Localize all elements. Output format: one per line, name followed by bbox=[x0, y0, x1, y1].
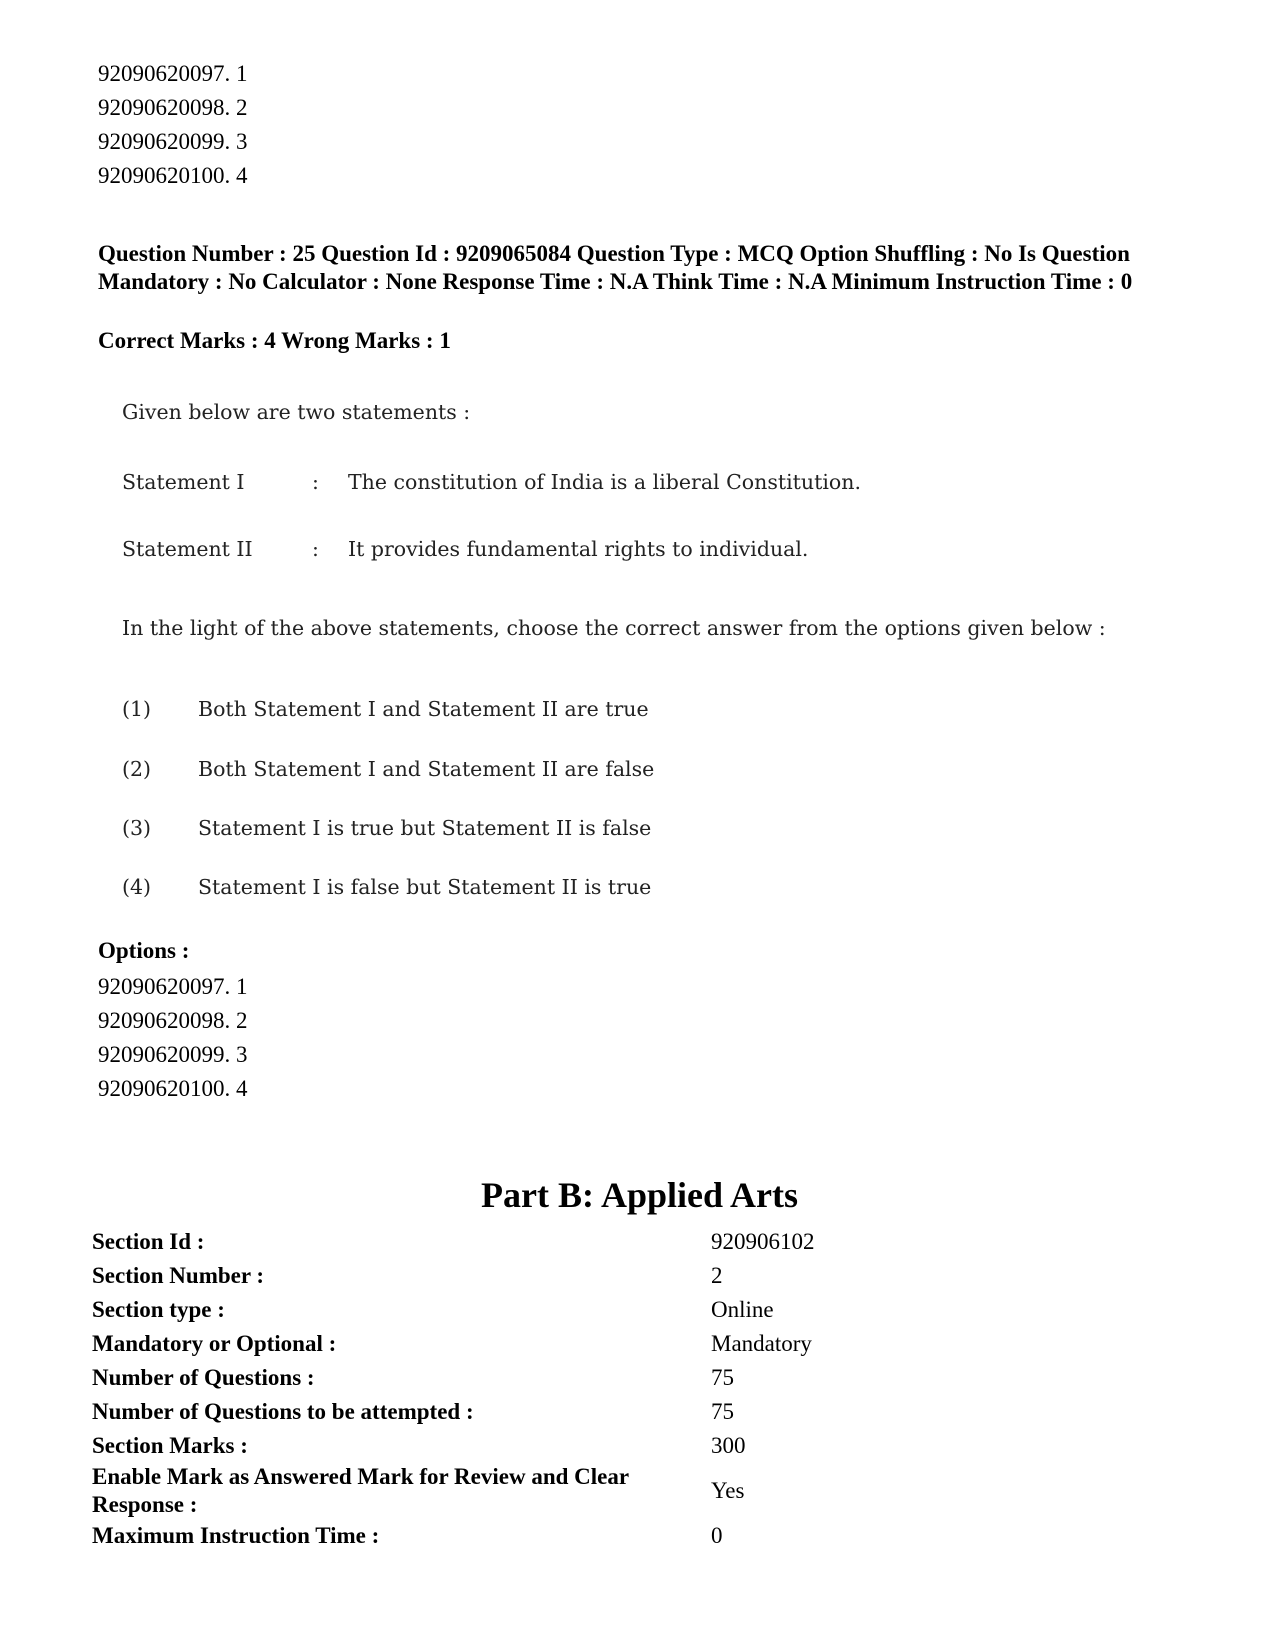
option-line: 92090620100. 4 bbox=[98, 163, 248, 188]
statement-2-label: Statement II bbox=[122, 537, 253, 561]
section-key: Section type : bbox=[92, 1297, 225, 1322]
section-key: Number of Questions : bbox=[92, 1365, 315, 1390]
section-value: 75 bbox=[711, 1365, 734, 1390]
table-row bbox=[92, 1463, 911, 1519]
option-line: 92090620099. 3 bbox=[98, 1042, 248, 1067]
table-row bbox=[92, 1519, 911, 1553]
option-line: 92090620098. 2 bbox=[98, 95, 248, 120]
choice-number: (1) bbox=[122, 697, 152, 721]
section-key: Enable Mark as Answered Mark for Review and Clear Response : bbox=[92, 1464, 629, 1517]
option-line: 92090620098. 2 bbox=[98, 1008, 248, 1033]
section-value: 300 bbox=[711, 1433, 746, 1458]
table-row bbox=[92, 1327, 911, 1361]
section-value: 2 bbox=[711, 1263, 723, 1288]
question-intro: Given below are two statements : bbox=[122, 400, 471, 424]
section-value: 0 bbox=[711, 1523, 723, 1548]
section-value: Online bbox=[711, 1297, 774, 1322]
statement-2-text: It provides fundamental rights to individual. bbox=[348, 537, 809, 561]
table-row bbox=[92, 1395, 911, 1429]
statement-1-label: Statement I bbox=[122, 470, 245, 494]
question-marks: Correct Marks : 4 Wrong Marks : 1 bbox=[98, 328, 451, 353]
table-row bbox=[92, 1293, 911, 1327]
section-key: Number of Questions to be attempted : bbox=[92, 1399, 474, 1424]
part-title-text: Part B: Applied Arts bbox=[480, 1175, 798, 1215]
section-value: Mandatory bbox=[711, 1331, 812, 1356]
choice-text: Both Statement I and Statement II are true bbox=[198, 697, 649, 721]
option-line: 92090620097. 1 bbox=[98, 61, 248, 86]
choice-number: (4) bbox=[122, 875, 152, 899]
statement-2-colon: : bbox=[312, 537, 319, 561]
option-line: 92090620097. 1 bbox=[98, 974, 248, 999]
section-key: Mandatory or Optional : bbox=[92, 1331, 337, 1356]
option-line: 92090620099. 3 bbox=[98, 129, 248, 154]
part-title bbox=[0, 1174, 1275, 1216]
section-key: Section Marks : bbox=[92, 1433, 248, 1458]
choice-number: (3) bbox=[122, 816, 152, 840]
section-value: Yes bbox=[711, 1478, 745, 1503]
choice-number: (2) bbox=[122, 757, 152, 781]
section-value: 920906102 bbox=[711, 1229, 815, 1254]
choice-text: Both Statement I and Statement II are false bbox=[198, 757, 655, 781]
statement-1-text: The constitution of India is a liberal Constitution. bbox=[348, 470, 861, 494]
choice-text: Statement I is false but Statement II is true bbox=[198, 875, 652, 899]
table-row bbox=[92, 1429, 911, 1463]
choice-text: Statement I is true but Statement II is false bbox=[198, 816, 652, 840]
option-line: 92090620100. 4 bbox=[98, 1076, 248, 1101]
section-key: Maximum Instruction Time : bbox=[92, 1523, 380, 1548]
section-key: Section Number : bbox=[92, 1263, 265, 1288]
table-row bbox=[92, 1259, 911, 1293]
section-value: 75 bbox=[711, 1399, 734, 1424]
table-row bbox=[92, 1361, 911, 1395]
bottom-options-list bbox=[98, 970, 248, 1106]
section-info-table bbox=[92, 1225, 911, 1553]
statement-1-colon: : bbox=[312, 470, 319, 494]
question-meta: Question Number : 25 Question Id : 9209065084 Question Type : MCQ Option Shuffling : No Is Question Mandatory : No Calculator : None Response Time : N.A Think Time : N.A Minimum Instruction Time : 0 bbox=[98, 241, 1133, 294]
table-row bbox=[92, 1225, 911, 1259]
section-key: Section Id : bbox=[92, 1229, 205, 1254]
top-options-list bbox=[98, 57, 248, 193]
question-instruction: In the light of the above statements, choose the correct answer from the options given below : bbox=[122, 616, 1106, 640]
options-heading: Options : bbox=[98, 938, 190, 963]
